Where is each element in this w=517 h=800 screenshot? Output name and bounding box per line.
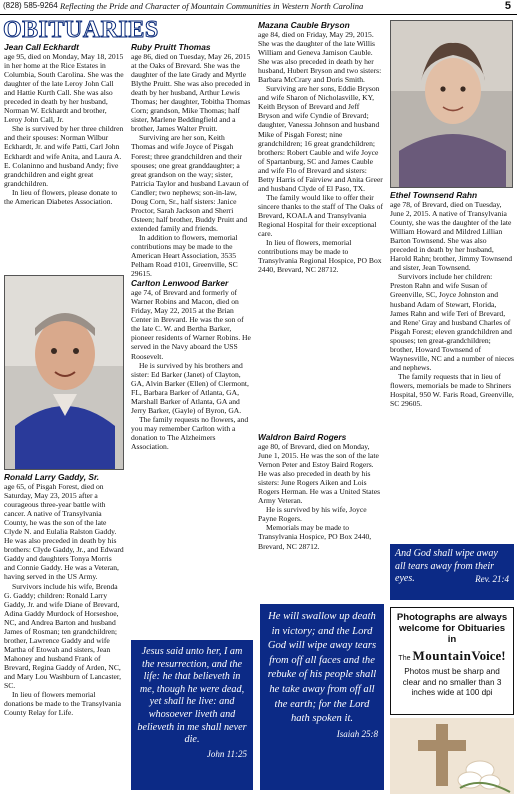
obituary-name: Mazana Cauble Bryson	[258, 20, 350, 30]
obituary-paragraph: age 84, died on Friday, May 29, 2015. She was the daughter of the late Willis William and Geneva Jamison Cauble. She was also preceded in death by her husband, Hubert Bryson and two sisters: Barbara McCrary and Doris Smith.	[258, 30, 382, 85]
cross-icon	[390, 718, 514, 794]
portrait-photo	[4, 275, 124, 470]
ad-headline-2: welcome for Obituaries in	[398, 623, 506, 645]
obituary-paragraph: He is survived by his brothers and sister: Ed Barker (Janet) of Clayton, GA, Alvin Barker (Ellen) of Clermont, FL, Barbara Barker of Atlanta, GA, Marshall Barker of Atlanta, GA and Jerry Barker, (Gayle) of Byron, GA.	[131, 360, 249, 415]
obituary-paragraph: The family requests that in lieu of flowers, memorials be made to Shriners Hospital, 950 W. Faris Road, Greenville, SC 29605.	[390, 371, 514, 409]
obituary-paragraph: age 78, of Brevard, died on Tuesday, June 2, 2015. A native of Transylvania County, she was the daughter of the late William Howard and Mildred Lillian Barton Townsend. She was also preceded in death by her husband, Harold Rahn; brother, Jimmy Townsend and sister, Jean Townsend.	[390, 200, 512, 273]
obituary-paragraph: Memorials may be made to Transylvania Hospice, PO Box 2440, Brevard, NC 28712.	[258, 523, 372, 551]
obituary-name: Ruby Pruitt Thomas	[131, 42, 211, 52]
phone-number: (828) 585-9264	[3, 1, 58, 10]
column-3	[258, 20, 383, 274]
obituary-paragraph: Surviving are her sons, Eddie Bryson and wife Sharon of Nicholasville, KY, Keith Bryson of Brevard and Jeff Bryson and wife Cyndie of Brevard; daughter, Vanessa Johnson and husband Mike of Pisgah Forest; nine grandchildren; 16 great grandchildren; brothers: Robert Cauble and wife Joyce of Spartanburg, SC and James Cauble and wife Flo of Brevard and sisters: Betty Harris of Fairview and Anita Greer and husband Clyde of El Paso, TX.	[258, 84, 383, 193]
ad-brand-the: The	[398, 655, 411, 662]
obituary-body	[4, 52, 124, 206]
column-1	[4, 42, 124, 206]
verse-reference: Isaiah 25:8	[336, 728, 378, 739]
verse-box-rev	[390, 544, 514, 600]
verse-reference: Rev. 21:4	[475, 573, 509, 584]
ad-brand	[395, 648, 509, 664]
column-4	[390, 190, 514, 408]
obituary-paragraph: Survivors include her children: Preston Rahn and wife Susan of Greenville, SC, Joyce Johnston and husband Adam of Stewart, Florida, James Rahn and wife Teri of Brevard, and Rene' Gray and husband Charles of Pisgah Forest; eleven grandchildren and spouses; ten great-grandchildren; brother, Howard Townsend of Waynesville, NC and a number of nieces and nephews.	[390, 272, 515, 372]
cross-lily-image	[390, 718, 514, 794]
ad-brand-name-2: Voice!	[471, 648, 506, 663]
obituary-paragraph: She is survived by her three children and their spouses: Norman Wilbur Eckhardt, Jr. and wife Patti, Carl John Eckhardt and wife Anita, and Laura A. E. Colaninno and husband Andy; five grandchildren and eight great grandchildren.	[4, 124, 124, 188]
portrait-image	[5, 276, 124, 470]
obituary-paragraph: age 80, of Brevard, died on Monday, June 1, 2015. He was the son of the late Vernon Peter and Estoy Baird Rogers. He was also preceded in death by his sisters: June Rogers Aiken and Lois Rogers Herman. He was a United States Army Veteran.	[258, 442, 381, 506]
obituary-paragraph: age 95, died on Monday, May 18, 2015 in her home at the Rice Estates in Columbia, South Carolina. She was the daughter of the late Leroy John Call and Hattie Kurth Call. She was also preceded in death by her husband, Norman W. Eckhardt and brother, Leroy John Call, Jr.	[4, 52, 124, 125]
verse-text: Jesus said unto her, I am the resurrection, and the life: he that believeth in me, though he were dead, yet shall he live: and whosoever liveth and believeth in me shall never die.	[137, 646, 247, 746]
section-title: OBITUARIES	[3, 17, 159, 43]
verse-text: And God shall wipe away all tears away from their eyes.	[395, 548, 498, 584]
obituary-paragraph: age 65, of Pisgah Forest, died on Saturday, May 23, 2015 after a courageous three-year battle with cancer. A native of Transylvania County, he was the son of the late Clyde N. and Eulalia Ralston Gaddy. He was also preceded in death by his brothers: Clyde Gaddy, Jr., and Edward Gaddy and daughters Tonya Morris and Connie Gaddy. He was a Veteran, having served in the US Army.	[4, 482, 124, 582]
obituary-paragraph: In addition to flowers, memorial contributions may be made to the American Heart Association, 3535 Pelham Road #101, Greenville, SC 29615.	[131, 232, 238, 279]
portrait-image	[391, 21, 513, 188]
obituary-paragraph: age 86, died on Tuesday, May 26, 2015 at the Oaks of Brevard. She was the daughter of the late Grady and Myrtle Blythe Pruitt. She was also preceded in death by her husband, Arthur Lewis Thomas; her daughter, Tobitha Thomas Corn; grandson, Mike Thomas; half sister, Marlene Beddingfield and a brother, James Walter Pruitt.	[131, 52, 251, 134]
page-header	[0, 0, 517, 14]
obituary-paragraph: Survivors include his wife, Brenda G. Gaddy; children: Ronald Larry Gaddy, Jr. and wife Diane of Brevard, Adina Gaddy Murdock of Horseshoe, NC, and Andrea Barton and husband James of Rosman; ten grandchildren; brother, Lawrence Gaddy and wife Martha of Etowah and sisters, Jean Mahoney and husband Frank of Brevard, Regina Gaddy of Arden, NC, and Mary Lou Washburn of Lancaster, SC.	[4, 581, 122, 691]
obituary-name: Ronald Larry Gaddy, Sr.	[4, 472, 100, 482]
ad-headline: Photographs are always	[396, 612, 508, 623]
column-3-lower	[258, 432, 383, 551]
verse-box-john	[131, 640, 253, 790]
obituary-paragraph: Surviving are her son, Keith Thomas and wife Joyce of Pisgah Forest; three grandchildren and their spouses; one great granddaughter; a great grandson on the way; sister, Patricia Taylor and husband Lavaun of Candler; two nephews; son-in-law, Doug Corn, Sr., half sisters: Janice Proctor, Sarah Jackson and Sherri Osteen; half brother, Buddy Pruitt and extended family and friends.	[131, 133, 249, 233]
tagline: Reflecting the Pride and Character of Mountain Communities in Western North Carolina	[60, 1, 364, 11]
obituary-paragraph: age 74, of Brevard and formerly of Warner Robins and Macon, died on Friday, May 22, 2015 at the Brian Center in Brevard. He was the son of the late C. W. and Bertha Barker, pioneer residents of Warner Robins. He served in the Navy aboard the USS Roosevelt.	[131, 288, 251, 361]
column-2	[131, 42, 251, 451]
verse-reference: John 11:25	[206, 748, 247, 759]
obituary-name: Waldron Baird Rogers	[258, 432, 347, 442]
verse-text: He will swallow up death in victory; and the Lord God will wipe away tears from off all faces and the rebuke of his people shall he take away from off all the earth; for the Lord hath spoken it.	[267, 611, 377, 725]
page-number: 5	[504, 0, 511, 12]
obituary-paragraph: He is survived by his wife, Joyce Payne Rogers.	[258, 505, 367, 524]
obituary-paragraph: In lieu of flowers, please donate to the American Diabetes Association.	[4, 187, 118, 206]
obituary-name: Ethel Townsend Rahn	[390, 190, 478, 200]
ad-body: Photos must be sharp and clear and no smaller than 3 inches wide at 100 dpi	[402, 667, 502, 697]
obituary-name: Carlton Lenwood Barker	[131, 278, 229, 289]
obituary-paragraph: In lieu of flowers memorial donations be made to the Transylvania County Relay for Life.	[4, 690, 122, 718]
ad-brand-name: Mountain	[412, 648, 472, 663]
obituary-paragraph: The family would like to offer their sincere thanks to the staff of The Oaks of Brevard, KOALA and Transylvania Regional Hospital for their exceptional care.	[258, 192, 383, 239]
obituary-name: Jean Call Eckhardt	[4, 42, 79, 52]
portrait-photo	[390, 20, 513, 188]
obituary-paragraph: The family requests no flowers, and you may remember Carlton with a donation to The Alzheimers Association.	[131, 414, 249, 451]
photo-ad-box	[390, 607, 514, 715]
verse-box-isaiah	[260, 604, 384, 790]
column-1-lower	[4, 472, 124, 717]
header-rule	[0, 14, 517, 15]
obituary-paragraph: In lieu of flowers, memorial contributions may be made to Transylvania Regional Hospice, PO Box 2440, Brevard, NC 28712.	[258, 238, 382, 275]
